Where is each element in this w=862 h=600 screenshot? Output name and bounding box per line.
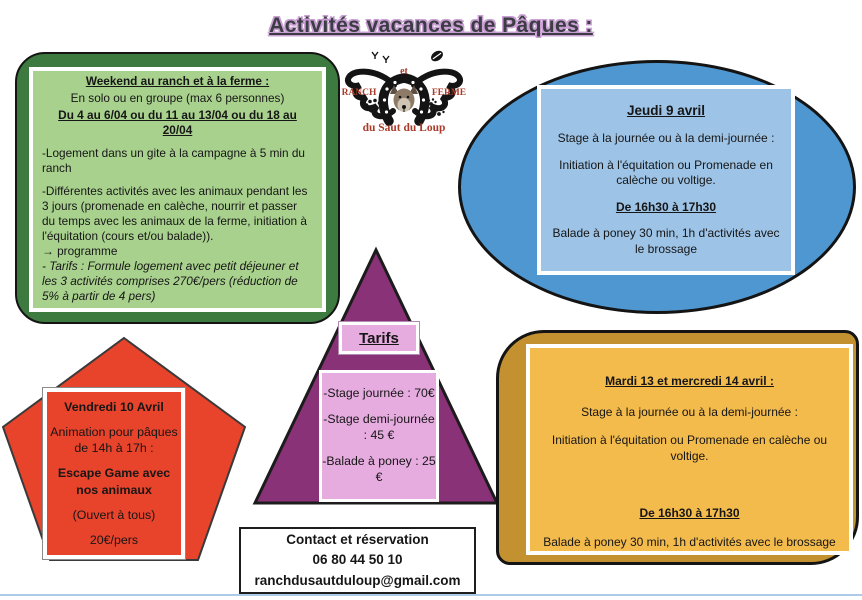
friday-title: Vendredi 10 Avril	[64, 400, 164, 415]
tuesday-box	[496, 330, 859, 565]
contact-email: ranchdusautduloup@gmail.com	[254, 572, 461, 588]
weekend-point-program: → programme	[42, 243, 118, 258]
wolf-head-icon	[390, 85, 418, 112]
weekend-dates: Du 4 au 6/04 ou du 11 au 13/04 ou du 18 au 20/04	[58, 108, 297, 138]
contact-box	[239, 527, 476, 594]
ranch-logo	[336, 44, 472, 138]
thursday-line1: Stage à la journée ou à la demi-journée :	[557, 130, 775, 145]
logo-subtitle-label: du Saut du Loup	[362, 122, 446, 134]
friday-pentagon-inner	[43, 388, 185, 559]
page-title	[0, 14, 862, 38]
thursday-time: De 16h30 à 17h30	[615, 199, 717, 214]
contact-title: Contact et réservation	[286, 532, 429, 548]
tuesday-title: Mardi 13 et mercredi 14 avril :	[605, 374, 774, 388]
friday-line2: Escape Game avec nos animaux	[57, 466, 171, 497]
weekend-point-activities: -Différentes activités avec les animaux pendant les 3 jours (promenade en calèche, nourrir et passer du temps avec les animaux de la ferme, initiation à l'équitation (cours et/ou balade)).	[42, 183, 308, 243]
weekend-subheader: En solo ou en groupe (max 6 personnes)	[70, 91, 285, 106]
tarifs-title: Tarifs	[339, 322, 419, 354]
thursday-title: Jeudi 9 avril	[626, 103, 706, 119]
page-bottom-edge	[0, 594, 862, 596]
logo-ranch-label: RANCH	[341, 88, 377, 98]
weekend-tarifs-note: - Tarifs : Formule logement avec petit déjeuner et les 3 activités comprises 270€/pers (réduction de 5% à partir de 4 pers)	[42, 259, 299, 304]
tuesday-line2: Initiation à l'équitation ou Promenade en calèche ou voltige.	[551, 433, 828, 463]
tuesday-time: De 16h30 à 17h30	[639, 506, 740, 521]
logo-ferme-label: FERME	[431, 88, 467, 98]
tarifs-item-day: -Stage journée : 70€	[323, 386, 435, 401]
friday-line1: Animation pour pâques de 14h à 17h :	[50, 425, 178, 456]
bean-icon	[429, 49, 445, 64]
tuesday-box-inner	[526, 344, 853, 555]
friday-line3: (Ouvert à tous)	[72, 507, 156, 522]
friday-line4: 20€/pers	[89, 532, 139, 547]
tarifs-item-pony: -Balade à poney : 25 €	[322, 453, 436, 484]
thursday-line2: Initiation à l'équitation ou Promenade en calèche ou voltige.	[559, 157, 773, 188]
thursday-ellipse-inner	[537, 85, 795, 275]
thursday-ellipse	[458, 60, 856, 314]
tuesday-line3: Balade à poney 30 min, 1h d'activités avec le brossage	[543, 534, 836, 549]
bird-tracks-icon	[372, 52, 389, 63]
weekend-header: Weekend au ranch et à la ferme :	[85, 74, 270, 88]
page-title-text: Activités vacances de Pâques :	[269, 14, 593, 37]
tarifs-price-box	[319, 370, 439, 502]
tuesday-line1: Stage à la journée ou à la demi-journée :	[581, 404, 798, 419]
logo-et-label: et	[400, 66, 408, 77]
weekend-point-lodging: -Logement dans un gite à la campagne à 5 min du ranch	[42, 146, 305, 176]
contact-phone: 06 80 44 50 10	[312, 552, 403, 568]
thursday-line3: Balade à poney 30 min, 1h d'activités avec le brossage	[552, 226, 780, 256]
tarifs-item-halfday: -Stage demi-journée : 45 €	[323, 412, 435, 442]
